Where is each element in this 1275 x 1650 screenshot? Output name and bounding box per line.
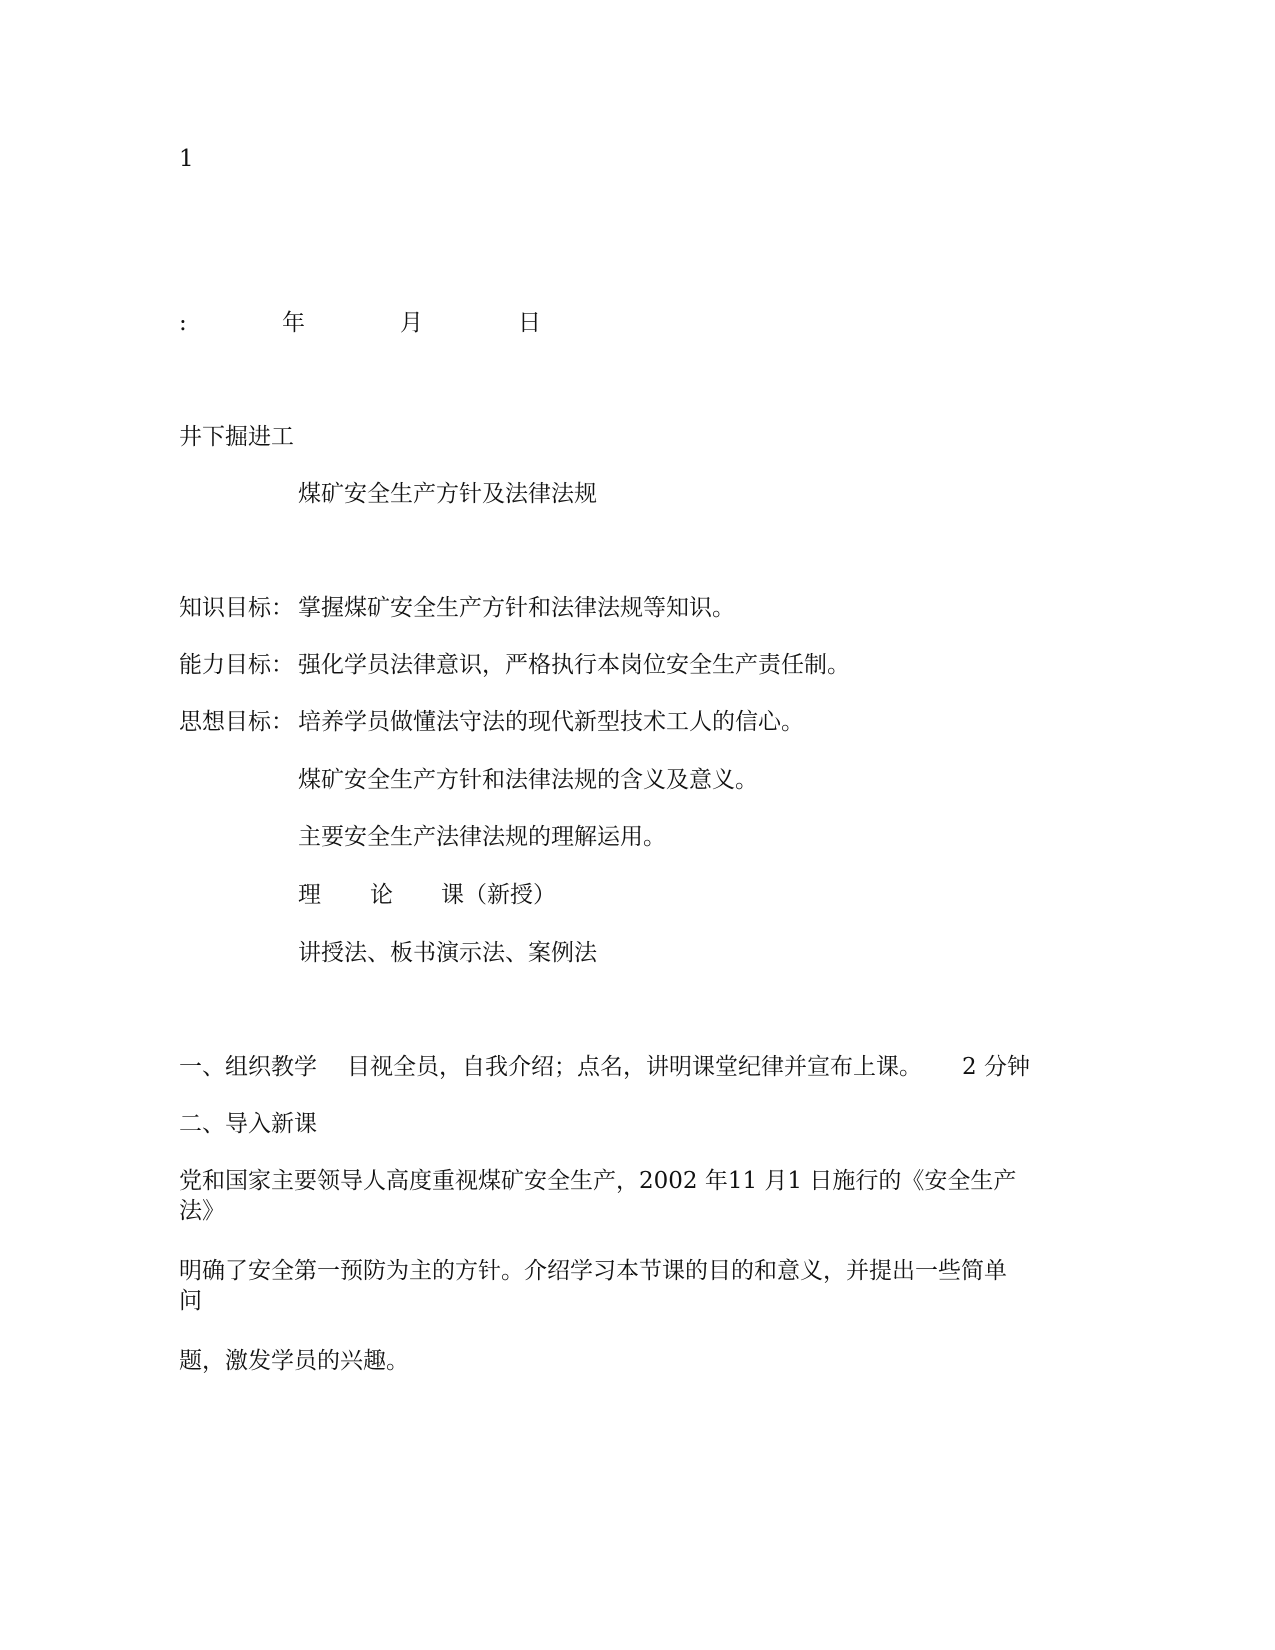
course-name: 井下掘进工 [179, 424, 294, 450]
date-day: 日 [518, 310, 541, 336]
lesson-type-char-1: 理 [298, 882, 321, 908]
date-month: 月 [400, 310, 423, 336]
objective-label: 知识目标： [179, 595, 294, 621]
date-year: 年 [282, 310, 305, 336]
teaching-method: 讲授法、板书演示法、案例法 [298, 940, 597, 966]
paragraph-line: 党和国家主要领导人高度重视煤矿安全生产，2002 年11 月1 日施行的《安全生产 [179, 1168, 1017, 1194]
objective-text: 强化学员法律意识，严格执行本岗位安全生产责任制。 [298, 652, 850, 678]
process-step-2-title: 二、导入新课 [179, 1111, 317, 1137]
lesson-topic: 煤矿安全生产方针及法律法规 [298, 481, 597, 507]
step-title: 一、组织教学 [179, 1054, 317, 1080]
lesson-type-char-3: 课（新授） [441, 882, 556, 908]
objective-text: 掌握煤矿安全生产方针和法律法规等知识。 [298, 595, 735, 621]
step-time: 2 分钟 [962, 1054, 1030, 1080]
paragraph-line: 明确了安全第一预防为主的方针。介绍学习本节课的目的和意义，并提出一些简单 [179, 1258, 1007, 1284]
key-point: 煤矿安全生产方针和法律法规的含义及意义。 [298, 767, 758, 793]
date-colon: : [179, 310, 187, 336]
paragraph-line: 问 [179, 1288, 202, 1314]
page-number: 1 [179, 146, 194, 172]
paragraph-3: 题，激发学员的兴趣。 [179, 1348, 409, 1374]
difficult-point: 主要安全生产法律法规的理解运用。 [298, 824, 666, 850]
paragraph-line: 法》 [179, 1198, 225, 1224]
objective-text: 培养学员做懂法守法的现代新型技术工人的信心。 [298, 709, 804, 735]
lesson-type-char-2: 论 [370, 882, 393, 908]
objective-label: 思想目标： [179, 709, 294, 735]
step-text: 目视全员，自我介绍；点名，讲明课堂纪律并宣布上课。 [347, 1054, 922, 1080]
objective-label: 能力目标： [179, 652, 294, 678]
